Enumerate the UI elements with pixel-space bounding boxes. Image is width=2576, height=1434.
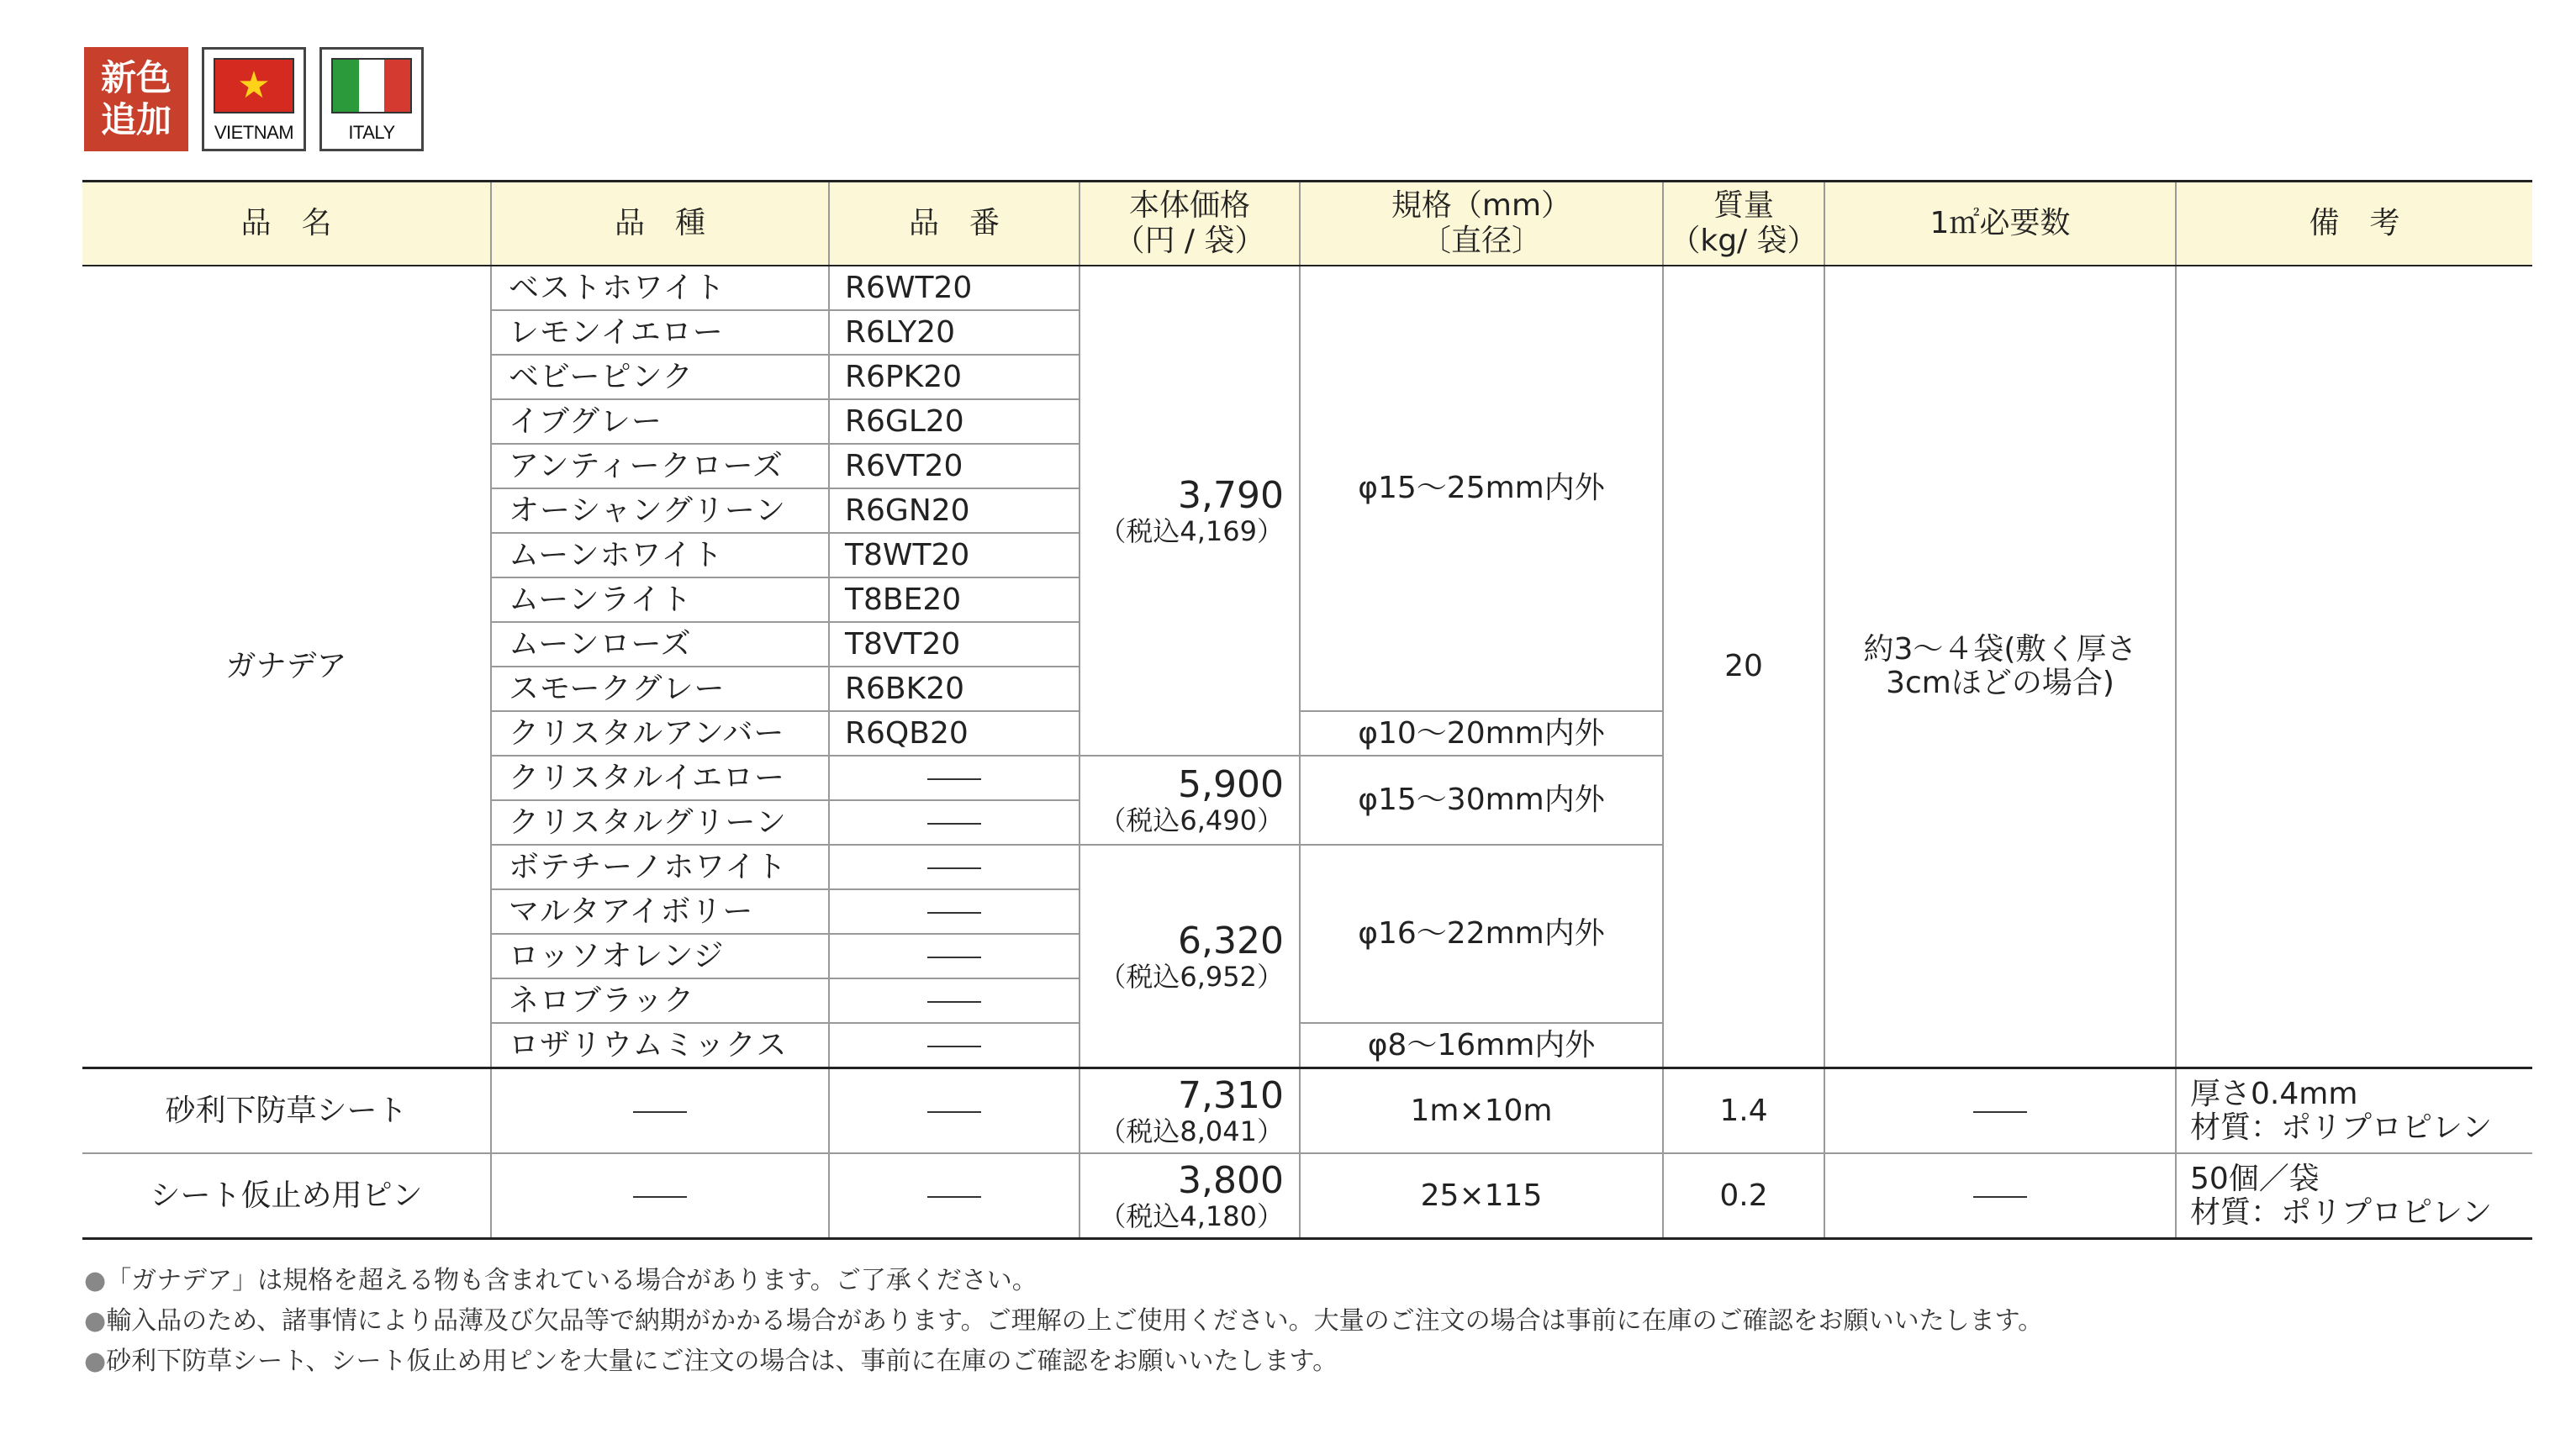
remarks-cell-ganadea	[2176, 266, 2532, 1068]
code-cell: R6GN20	[829, 488, 1079, 533]
price-value: 5,900	[1178, 763, 1284, 806]
dash-icon	[927, 1196, 981, 1198]
new-color-badge-line-1: 新色	[100, 57, 172, 98]
header-required: 1㎡必要数	[1824, 182, 2176, 266]
header-remarks: 備 考	[2176, 182, 2532, 266]
remark-line-1: 厚さ0.4mm	[2190, 1076, 2358, 1111]
dash-icon	[1973, 1196, 2027, 1198]
code-cell: R6PK20	[829, 355, 1079, 399]
dash-icon	[633, 1196, 687, 1198]
size-cell-pin: 25×115	[1300, 1153, 1663, 1239]
footnote-text: 砂利下防草シート、シート仮止め用ピンを大量にご注文の場合は、事前に在庫のご確認をお願いいたします。	[106, 1347, 1338, 1376]
italy-flag-icon	[331, 58, 412, 113]
variety-cell: マルタアイボリー	[491, 889, 829, 934]
code-cell: T8BE20	[829, 577, 1079, 622]
product-name-ganadea: ガナデア	[82, 266, 491, 1068]
variety-cell: アンティークローズ	[491, 444, 829, 488]
dash-icon	[927, 1111, 981, 1113]
header-size	[1300, 182, 1663, 266]
size-cell-2: φ10～20mm内外	[1300, 711, 1663, 756]
remark-line-2: 材質：ポリプロピレン	[2190, 1110, 2493, 1145]
required-cell-empty	[1824, 1153, 2176, 1239]
code-cell: R6VT20	[829, 444, 1079, 488]
price-tax: （税込6,490）	[1099, 804, 1284, 836]
dash-icon	[927, 1001, 981, 1003]
dash-icon	[927, 1046, 981, 1047]
variety-cell-empty	[491, 1153, 829, 1239]
product-spec-table	[82, 180, 2532, 1240]
variety-cell: ムーンローズ	[491, 622, 829, 667]
bullet-icon: ●	[84, 1347, 107, 1376]
table-row-sheet	[82, 1068, 2532, 1154]
code-cell: R6WT20	[829, 266, 1079, 310]
size-cell-5: φ8～16mm内外	[1300, 1023, 1663, 1068]
required-line-1: 約3～４袋(敷く厚さ	[1863, 632, 2137, 667]
price-cell-sheet	[1079, 1068, 1300, 1154]
new-color-badge-line-2: 追加	[100, 99, 172, 140]
variety-cell: ムーンライト	[491, 577, 829, 622]
price-cell-1	[1079, 266, 1300, 756]
badge-group	[84, 47, 424, 151]
table-row	[82, 266, 2532, 310]
variety-cell: クリスタルアンバー	[491, 711, 829, 756]
size-cell-4: φ16～22mm内外	[1300, 845, 1663, 1023]
remarks-cell-sheet	[2176, 1068, 2532, 1154]
size-cell-1: φ15～25mm内外	[1300, 266, 1663, 711]
code-cell: R6GL20	[829, 399, 1079, 444]
header-price-line-2: （円 / 袋）	[1114, 224, 1265, 258]
code-cell-empty	[829, 889, 1079, 934]
variety-cell: ボテチーノホワイト	[491, 845, 829, 889]
header-size-line-1: 規格（mm）	[1391, 188, 1572, 223]
header-name: 品 名	[82, 182, 491, 266]
italy-flag-label: ITALY	[348, 122, 395, 143]
header-code: 品 番	[829, 182, 1079, 266]
code-cell-empty	[829, 1068, 1079, 1154]
header-size-line-2: 〔直径〕	[1420, 224, 1542, 258]
variety-cell: スモークグレー	[491, 667, 829, 711]
italy-flag-badge	[319, 47, 424, 151]
variety-cell: クリスタルグリーン	[491, 800, 829, 845]
weight-cell-sheet: 1.4	[1663, 1068, 1824, 1154]
remarks-cell-pin	[2176, 1153, 2532, 1239]
header-price	[1079, 182, 1300, 266]
price-value: 6,320	[1178, 919, 1284, 962]
code-cell: R6LY20	[829, 310, 1079, 355]
header-variety: 品 種	[491, 182, 829, 266]
header-price-line-1: 本体価格	[1128, 188, 1250, 223]
price-tax: （税込6,952）	[1099, 960, 1284, 993]
price-cell-pin	[1079, 1153, 1300, 1239]
price-tax: （税込8,041）	[1099, 1115, 1284, 1147]
table-row-pin	[82, 1153, 2532, 1239]
code-cell: R6BK20	[829, 667, 1079, 711]
price-value: 3,790	[1178, 473, 1284, 517]
bullet-icon: ●	[84, 1306, 107, 1336]
required-cell-ganadea	[1824, 266, 2176, 1068]
product-name-sheet: 砂利下防草シート	[82, 1068, 491, 1154]
variety-cell-empty	[491, 1068, 829, 1154]
code-cell-empty	[829, 1023, 1079, 1068]
code-cell-empty	[829, 978, 1079, 1023]
code-cell-empty	[829, 1153, 1079, 1239]
price-tax: （税込4,169）	[1099, 514, 1284, 547]
variety-cell: ベストホワイト	[491, 266, 829, 310]
required-line-2: 3cmほどの場合)	[1886, 666, 2114, 700]
variety-cell: ベビーピンク	[491, 355, 829, 399]
code-cell-empty	[829, 934, 1079, 978]
bullet-icon: ●	[84, 1266, 107, 1295]
footnote	[84, 1301, 2043, 1342]
dash-icon	[927, 957, 981, 958]
variety-cell: ロザリウムミックス	[491, 1023, 829, 1068]
vietnam-flag-label: VIETNAM	[214, 122, 294, 143]
variety-cell: イブグレー	[491, 399, 829, 444]
code-cell: T8WT20	[829, 533, 1079, 577]
dash-icon	[633, 1111, 687, 1113]
dash-icon	[927, 912, 981, 914]
header-weight	[1663, 182, 1824, 266]
new-color-badge	[84, 47, 188, 151]
dash-icon	[927, 867, 981, 869]
dash-icon	[927, 823, 981, 825]
footnotes	[84, 1261, 2043, 1382]
variety-cell: レモンイエロー	[491, 310, 829, 355]
footnote-text: 輸入品のため、諸事情により品薄及び欠品等で納期がかかる場合があります。ご理解の上ご使用ください。大量のご注文の場合は事前に在庫のご確認をお願いいたします。	[106, 1306, 2044, 1336]
code-cell: T8VT20	[829, 622, 1079, 667]
variety-cell: クリスタルイエロー	[491, 756, 829, 800]
price-tax: （税込4,180）	[1099, 1199, 1284, 1232]
code-cell-empty	[829, 756, 1079, 800]
table-header-row	[82, 182, 2532, 266]
code-cell: R6QB20	[829, 711, 1079, 756]
footnote-text: 「ガナデア」は規格を超える物も含まれている場合があります。ご了承ください。	[106, 1266, 1037, 1295]
price-cell-3	[1079, 845, 1300, 1068]
required-cell-empty	[1824, 1068, 2176, 1154]
price-value: 7,310	[1178, 1073, 1284, 1117]
vietnam-flag-icon: ★	[214, 58, 294, 113]
code-cell-empty	[829, 800, 1079, 845]
footnote	[84, 1342, 2043, 1382]
remark-line-2: 材質：ポリプロピレン	[2190, 1194, 2493, 1230]
price-value: 3,800	[1178, 1158, 1284, 1202]
variety-cell: ロッソオレンジ	[491, 934, 829, 978]
header-weight-line-2: （kg/ 袋）	[1670, 224, 1818, 258]
price-cell-2	[1079, 756, 1300, 845]
variety-cell: ムーンホワイト	[491, 533, 829, 577]
size-cell-3: φ15～30mm内外	[1300, 756, 1663, 845]
product-name-pin: シート仮止め用ピン	[82, 1153, 491, 1239]
variety-cell: ネロブラック	[491, 978, 829, 1023]
weight-cell-pin: 0.2	[1663, 1153, 1824, 1239]
footnote	[84, 1261, 2043, 1301]
dash-icon	[1973, 1111, 2027, 1113]
vietnam-flag-badge	[202, 47, 306, 151]
weight-cell-ganadea: 20	[1663, 266, 1824, 1068]
variety-cell: オーシャングリーン	[491, 488, 829, 533]
remark-line-1: 50個／袋	[2190, 1161, 2320, 1196]
header-weight-line-1: 質量	[1713, 188, 1774, 223]
code-cell-empty	[829, 845, 1079, 889]
dash-icon	[927, 778, 981, 780]
size-cell-sheet: 1m×10m	[1300, 1068, 1663, 1154]
